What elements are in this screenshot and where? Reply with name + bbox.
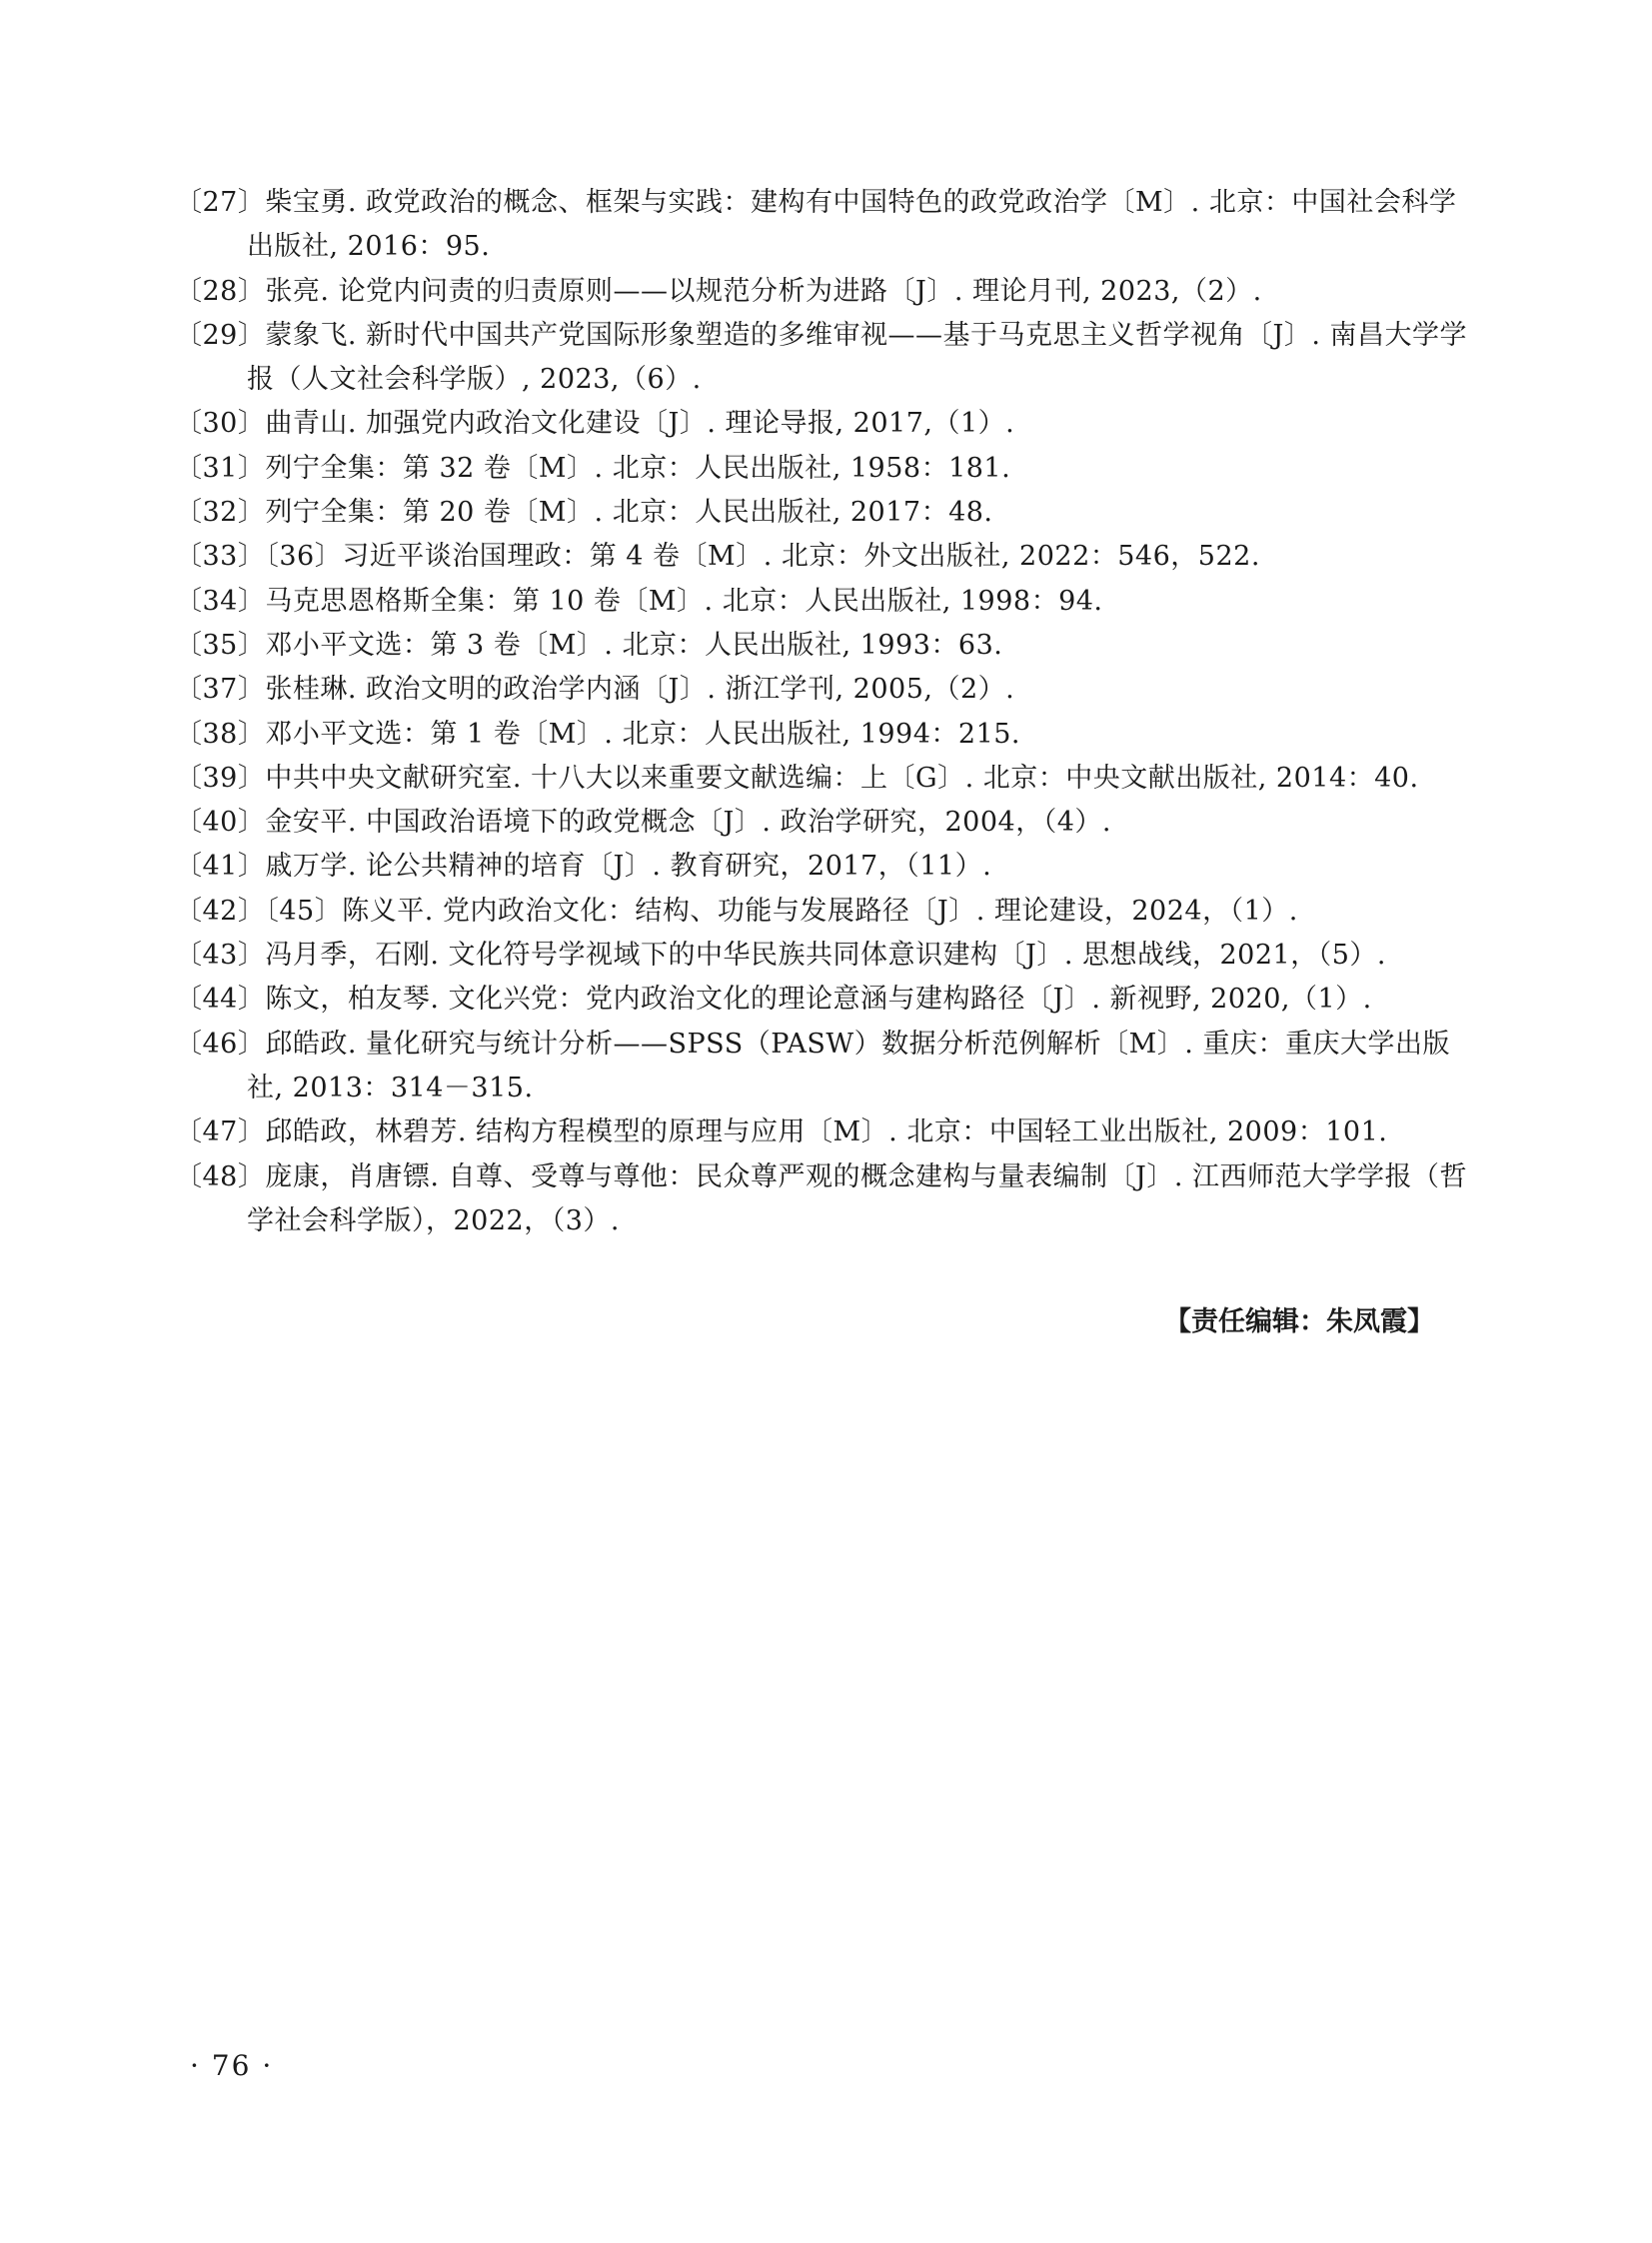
reference-item: 〔47〕邱皓政，林碧芳. 结构方程模型的原理与应用〔M〕. 北京：中国轻工业出版社, 2009：101. [175,1117,1388,1148]
reference-item: 〔46〕邱皓政. 量化研究与统计分析——SPSS（PASW）数据分析范例解析〔M〕. 重庆：重庆大学出版社, 2013：314－315. [175,1028,1450,1104]
reference-item: 〔33〕〔36〕习近平谈治国理政：第 4 卷〔M〕. 北京：外文出版社, 2022：546，522. [175,541,1260,573]
reference-item: 〔34〕马克思恩格斯全集：第 10 卷〔M〕. 北京：人民出版社, 1998：94. [175,585,1103,617]
reference-item: 〔35〕邓小平文选：第 3 卷〔M〕. 北京：人民出版社, 1993：63. [175,629,1003,661]
reference-item: 〔41〕戚万学. 论公共精神的培育〔J〕. 教育研究，2017，（11）. [175,851,992,883]
reference-item: 〔43〕冯月季，石刚. 文化符号学视域下的中华民族共同体意识建构〔J〕. 思想战线，2021，（5）. [175,940,1386,972]
reference-item: 〔40〕金安平. 中国政治语境下的政党概念〔J〕. 政治学研究，2004，（4）. [175,807,1111,839]
responsible-editor: 【责任编辑：朱凤霞】 [1164,1306,1434,1337]
reference-item: 〔30〕曲青山. 加强党内政治文化建设〔J〕. 理论导报, 2017,（1）. [175,408,1015,440]
reference-item: 〔38〕邓小平文选：第 1 卷〔M〕. 北京：人民出版社, 1994：215. [175,718,1021,750]
reference-item: 〔44〕陈文，柏友琴. 文化兴党：党内政治文化的理论意涵与建构路径〔J〕. 新视野, 2020,（1）. [175,984,1372,1016]
reference-item: 〔29〕蒙象飞. 新时代中国共产党国际形象塑造的多维审视——基于马克思主义哲学视角〔J〕. 南昌大学学报（人文社会科学版）, 2023,（6）. [175,319,1468,396]
reference-item: 〔48〕庞康，肖唐镖. 自尊、受尊与尊他：民众尊严观的概念建构与量表编制〔J〕. 江西师范大学学报（哲学社会科学版），2022，（3）. [175,1160,1468,1236]
reference-item: 〔31〕列宁全集：第 32 卷〔M〕. 北京：人民出版社, 1958：181. [175,452,1011,484]
page-number: · 76 · [190,2049,274,2082]
reference-item: 〔27〕柴宝勇. 政党政治的概念、框架与实践：建构有中国特色的政党政治学〔M〕. 北京：中国社会科学出版社, 2016：95. [175,187,1457,263]
reference-list [175,181,1474,1243]
reference-item: 〔42〕〔45〕陈义平. 党内政治文化：结构、功能与发展路径〔J〕. 理论建设，2024，（1）. [175,895,1298,927]
reference-item: 〔39〕中共中央文献研究室. 十八大以来重要文献选编：上〔G〕. 北京：中央文献出版社, 2014：40. [175,762,1419,794]
reference-item: 〔32〕列宁全集：第 20 卷〔M〕. 北京：人民出版社, 2017：48. [175,497,993,529]
reference-item: 〔37〕张桂琳. 政治文明的政治学内涵〔J〕. 浙江学刊, 2005,（2）. [175,674,1015,706]
reference-item: 〔28〕张亮. 论党内问责的归责原则——以规范分析为进路〔J〕. 理论月刊, 2023,（2）. [175,275,1262,307]
